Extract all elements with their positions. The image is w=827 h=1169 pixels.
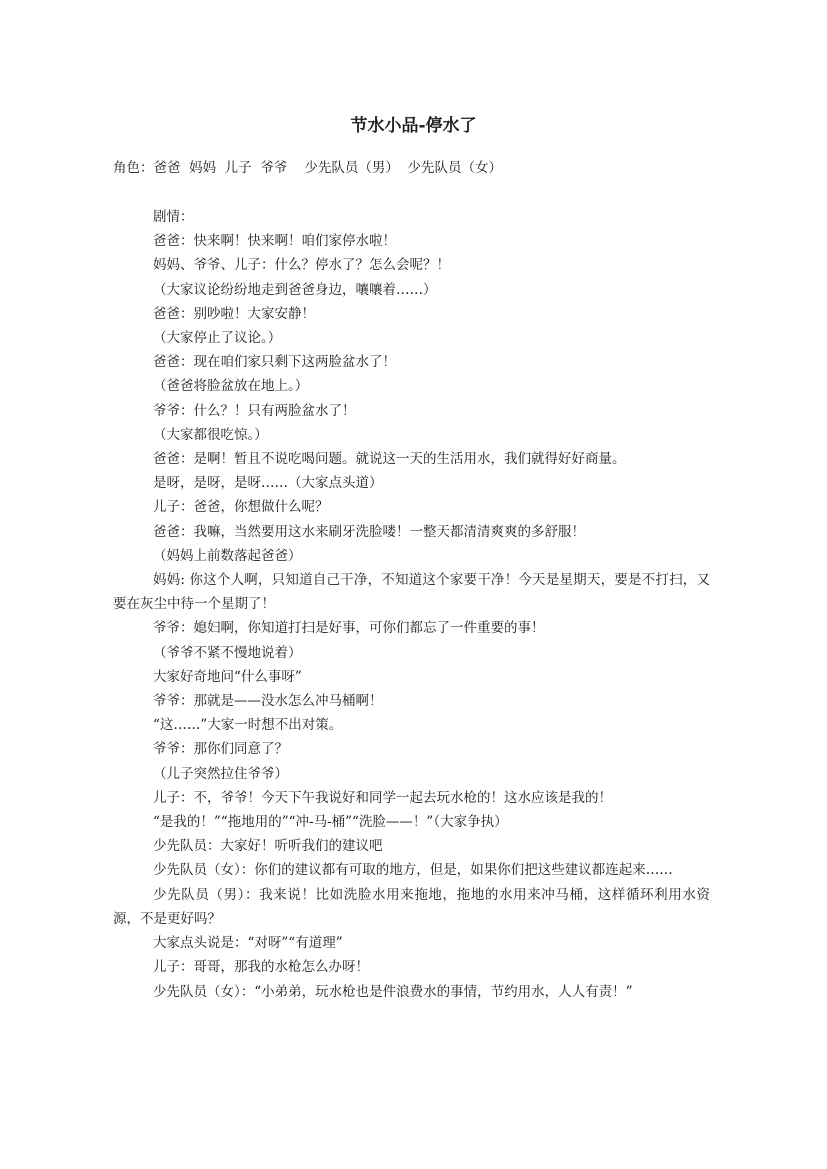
script-line: 少先队员（女）：“小弟弟，玩水枪也是件浪费水的事情，节约用水，人人有责！” [153, 983, 633, 1000]
script-line: 少先队员（女）：你们的建议都有可取的地方，但是，如果你们把这些建议都连起来…… [153, 862, 673, 879]
script-line: 爸爸：我嘛，当然要用这水来刷牙洗脸喽！一整天都清清爽爽的多舒服！ [153, 523, 585, 540]
script-line: 大家好奇地问“什么事呀” [153, 668, 302, 685]
script-line: （爷爷不紧不慢地说着） [153, 644, 302, 661]
script-body [113, 205, 710, 1004]
script-line: 大家点头说是：“对呀”“有道理” [153, 935, 343, 952]
script-line: 儿子：爸爸，你想做什么呢？ [153, 499, 329, 516]
script-line: 妈妈、爷爷、儿子：什么？停水了？怎么会呢？！ [153, 257, 450, 274]
script-line: “是我的！”“拖地用的”“冲-马-桶”“洗脸——！”（大家争执） [153, 814, 508, 831]
script-line: 爸爸：快来啊！快来啊！咱们家停水啦！ [153, 233, 396, 250]
roles-line: 角色：爸爸 妈妈 儿子 爷爷 少先队员（男） 少先队员（女） [113, 160, 502, 176]
document-title: 节水小品-停水了 [350, 116, 477, 136]
script-line: 妈妈: 你这个人啊，只知道自己干净，不知道这个家要干净！今天是星期天，要是不打扫，又要在灰尘中待一个星期了！ [113, 572, 710, 613]
script-line: （儿子突然拉住爷爷） [153, 765, 288, 782]
script-line: 少先队员（男）：我来说！比如洗脸水用来拖地，拖地的水用来冲马桶，这样循环利用水资源，不是更好吗？ [113, 886, 710, 927]
script-line: （大家停止了议论。） [153, 330, 282, 347]
script-line: 是呀，是呀，是呀……（大家点头道） [153, 475, 383, 492]
script-line: （妈妈上前数落起爸爸） [153, 547, 302, 564]
script-line: “这……”大家一时想不出对策。 [153, 717, 343, 734]
script-line: （大家议论纷纷地走到爸爸身边，嚷嚷着……） [153, 281, 437, 298]
script-line: 剧情： [153, 209, 194, 225]
script-line: 爷爷：媳妇啊，你知道打扫是好事，可你们都忘了一件重要的事！ [153, 620, 545, 637]
script-line: 爸爸：别吵啦！大家安静！ [153, 305, 315, 322]
script-line: （大家都很吃惊。） [153, 426, 268, 443]
script-line: 爷爷：什么？！只有两脸盆水了！ [153, 402, 356, 419]
script-line: 爸爸：是啊！暂且不说吃喝问题。就说这一天的生活用水，我们就得好好商量。 [153, 451, 626, 468]
script-line: 儿子：哥哥，那我的水枪怎么办呀！ [153, 959, 369, 976]
script-line: 爸爸：现在咱们家只剩下这两脸盆水了！ [153, 354, 396, 371]
script-line: （爸爸将脸盆放在地上。） [153, 378, 309, 395]
script-line: 爷爷：那你们同意了？ [153, 741, 288, 758]
script-line: 爷爷：那就是——没水怎么冲马桶啊！ [153, 693, 383, 710]
script-line: 少先队员：大家好！听听我们的建议吧 [153, 838, 383, 855]
script-line: 儿子：不，爷爷！今天下午我说好和同学一起去玩水枪的！这水应该是我的！ [153, 789, 612, 806]
